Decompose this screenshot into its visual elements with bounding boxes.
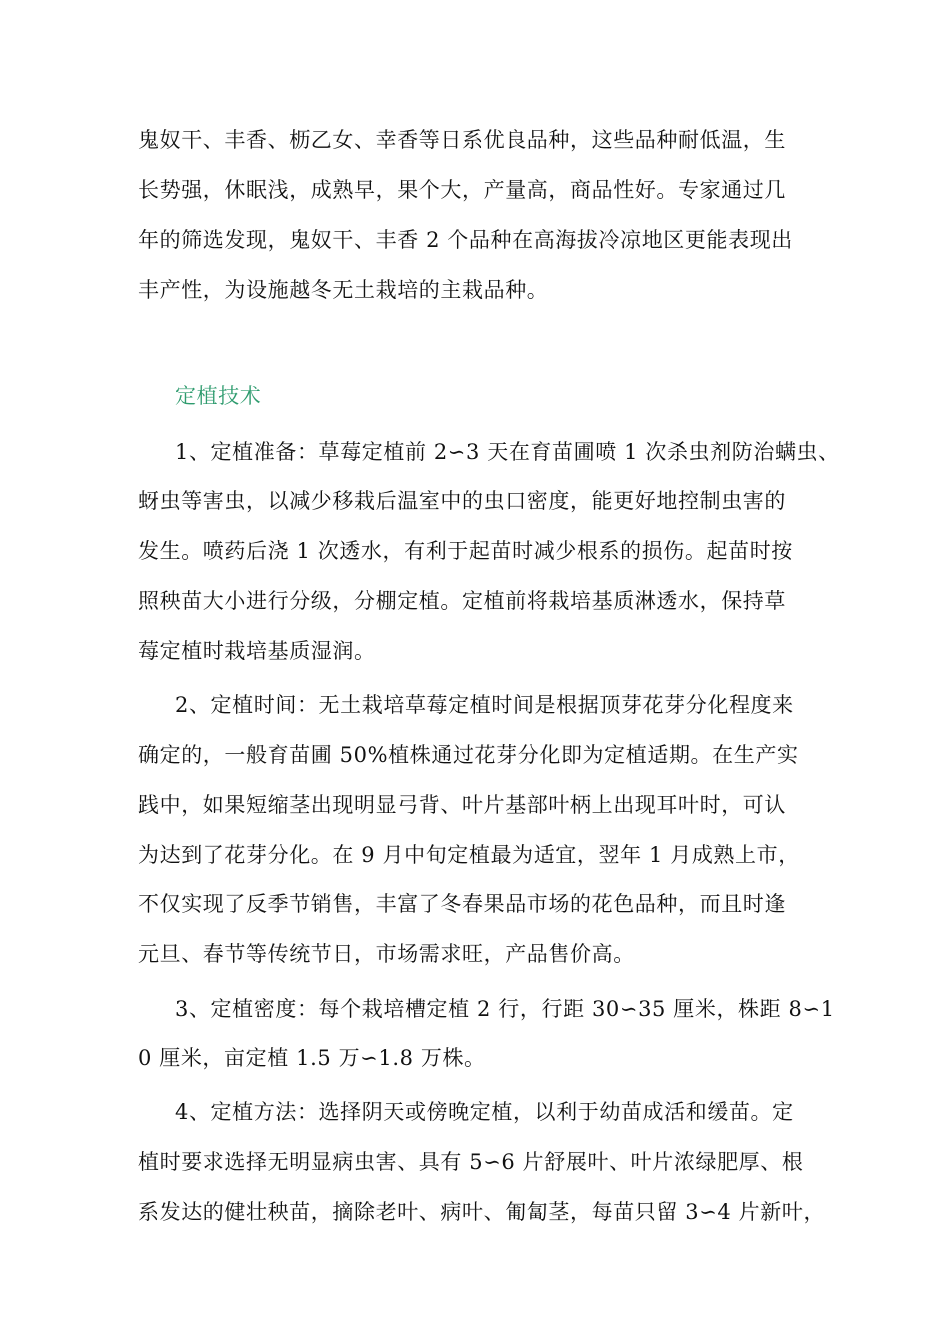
- paragraph-line: 莓定植时栽培基质湿润。: [138, 639, 376, 663]
- paragraph-line: 4、定植方法：选择阴天或傍晚定植，以利于幼苗成活和缓苗。定: [175, 1100, 794, 1124]
- paragraph-line: 蚜虫等害虫，以减少移栽后温室中的虫口密度，能更好地控制虫害的: [138, 489, 786, 513]
- section-heading: 定植技术: [175, 384, 262, 408]
- paragraph-line: 践中，如果短缩茎出现明显弓背、叶片基部叶柄上出现耳叶时，可认: [138, 793, 786, 817]
- intro-line: 鬼奴干、丰香、枥乙女、幸香等日系优良品种，这些品种耐低温，生: [138, 128, 786, 152]
- paragraph-line: 发生。喷药后浇 1 次透水，有利于起苗时减少根系的损伤。起苗时按: [138, 539, 793, 563]
- intro-line: 丰产性，为设施越冬无土栽培的主栽品种。: [138, 278, 549, 302]
- paragraph-line: 0 厘米，亩定植 1.5 万∽1.8 万株。: [138, 1046, 486, 1070]
- paragraph-line: 确定的，一般育苗圃 50%植株通过花芽分化即为定植适期。在生产实: [138, 743, 799, 767]
- paragraph-line: 3、定植密度：每个栽培槽定植 2 行，行距 30∽35 厘米，株距 8∽1: [175, 997, 835, 1021]
- paragraph-line: 1、定植准备：草莓定植前 2∽3 天在育苗圃喷 1 次杀虫剂防治螨虫、: [175, 440, 840, 464]
- paragraph-line: 不仅实现了反季节销售，丰富了冬春果品市场的花色品种，而且时逢: [138, 892, 786, 916]
- paragraph-line: 照秧苗大小进行分级，分棚定植。定植前将栽培基质淋透水，保持草: [138, 589, 786, 613]
- paragraph-line: 元旦、春节等传统节日，市场需求旺，产品售价高。: [138, 942, 635, 966]
- paragraph-line: 2、定植时间：无土栽培草莓定植时间是根据顶芽花芽分化程度来: [175, 693, 794, 717]
- paragraph-line: 系发达的健壮秧苗，摘除老叶、病叶、匍匐茎，每苗只留 3∽4 片新叶，: [138, 1200, 826, 1224]
- intro-line: 长势强，休眠浅，成熟早，果个大，产量高，商品性好。专家通过几: [138, 178, 786, 202]
- paragraph-line: 植时要求选择无明显病虫害、具有 5∽6 片舒展叶、叶片浓绿肥厚、根: [138, 1150, 804, 1174]
- paragraph-line: 为达到了花芽分化。在 9 月中旬定植最为适宜，翌年 1 月成熟上市，: [138, 843, 800, 867]
- intro-line: 年的筛选发现，鬼奴干、丰香 2 个品种在高海拔冷凉地区更能表现出: [138, 228, 793, 252]
